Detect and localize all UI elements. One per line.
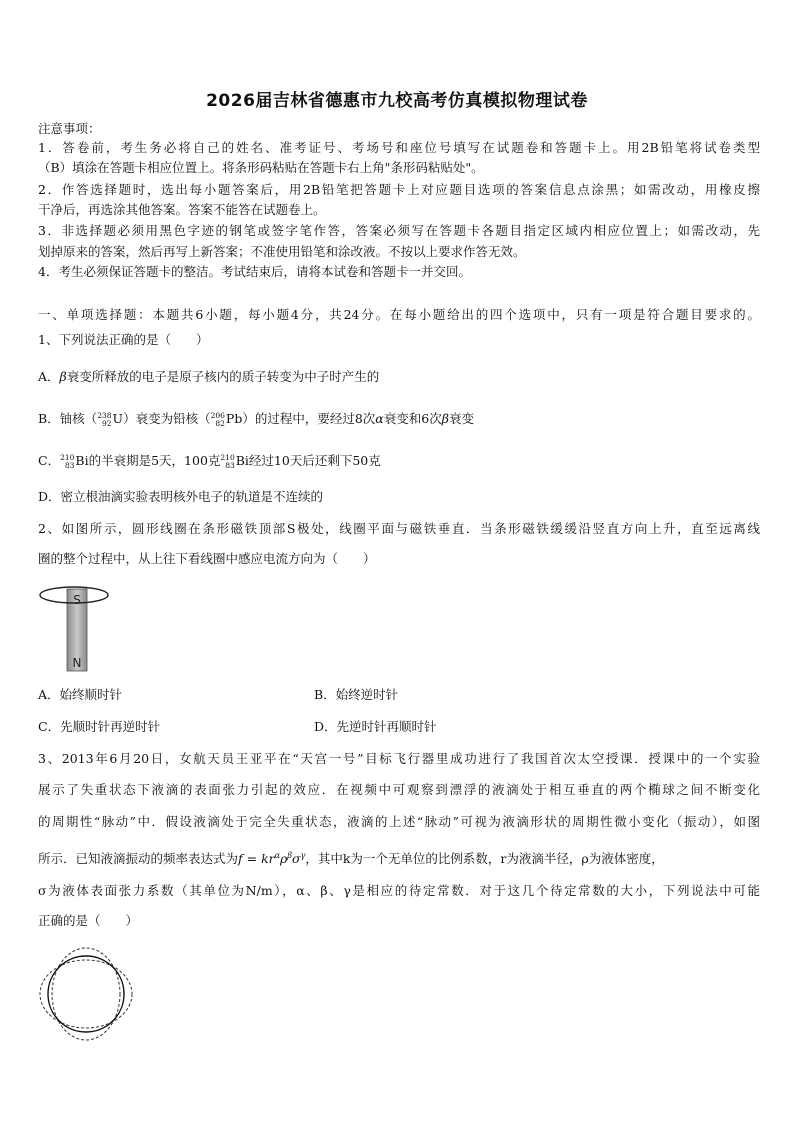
notice-line: 2．作答选择题时，选出每小题答案后，用2B铅笔把答题卡上对应题目选项的答案信息点涂黑；如需改动，用橡皮擦 [38,182,760,197]
question-text: ，其中k为一个无单位的比例系数，r为液滴半径，ρ为液体密度， [305,851,664,866]
notice-header: 注意事项： [38,121,101,136]
atomic-number: 92 [101,418,112,428]
element-symbol: U [112,411,124,426]
question-1-stem: 1、下列说法正确的是（ ） [38,332,209,347]
notice-line: 4．考生必须保证答题卡的整洁。考试结束后，请将本试卷和答题卡一并交回。 [38,264,471,279]
atomic-number: 83 [64,460,75,470]
notice-line: 干净后，再选涂其他答案。答案不能答在试题卷上。 [38,202,326,217]
n-pole-label: N [72,656,82,670]
bismuth-numbers [220,454,234,470]
magnet-coil-figure [38,584,118,674]
atomic-number: 83 [225,460,235,470]
question-2-stem: 圈的整个过程中，从上往下看线圈中感应电流方向为（ ） [38,551,376,566]
option-label: A． [38,369,60,384]
option-text: ）衰变为铅核（ [123,411,211,426]
question-2-option-c: C．先顺时针再逆时针 [38,719,161,734]
droplet-oscillation-figure [38,946,134,1042]
page-title: 2026届吉林省德惠市九校高考仿真模拟物理试卷 [206,91,588,111]
option-text: 的半衰期是5天，100克 [88,453,221,468]
vertical-ellipsoid [52,948,120,1040]
element-symbol: Pb [225,411,243,426]
formula-k: k [261,851,269,866]
droplet-circle [48,956,124,1032]
option-text: 衰变 [448,411,474,426]
formula-rho: ρ [280,851,288,866]
option-text: 衰变所释放的电子是原子核内的质子转变为中子时产生的 [66,369,380,384]
question-2-option-d: D．先逆时针再顺时针 [314,719,437,734]
option-label: B．铀核（ [38,411,98,426]
question-3-text: 的周期性“脉动”中．假设液滴处于完全失重状态，液滴的上述“脉动”可视为液滴形状的周期性微小变化（振动），如图 [38,814,760,829]
element-symbol: Bi [235,453,249,468]
lead-numbers [211,412,225,428]
mass-number: 238 [97,410,112,420]
formula-alpha: α [274,851,281,860]
mass-number: 210 [60,452,75,462]
question-1-option-d: D．密立根油滴实验表明核外电子的轨道是不连续的 [38,489,324,504]
alpha-symbol: α [375,411,384,426]
notice-line: 3．非选择题必须用黑色字迹的钢笔或签字笔作答，答案必须写在答题卡各题目指定区域内相应位置上；如需改动，先 [38,223,760,238]
formula-gamma: γ [300,851,306,860]
mass-number: 210 [220,452,235,462]
question-3-text: 展示了失重状态下液滴的表面张力引起的效应．在视频中可观察到漂浮的液滴处于相互垂直的两个椭球之间不断变化 [38,782,760,797]
section-heading: 一、单项选择题：本题共6小题，每小题4分，共24分。在每小题给出的四个选项中，只有一项是符合题目要求的。 [38,307,760,322]
question-3-text: 正确的是（ ） [38,913,139,928]
question-1-option-b [38,408,760,430]
option-text: 经过10天后还剩下50克 [248,453,381,468]
option-text: 衰变和6次 [383,411,442,426]
question-2-stem: 2、如图所示，圆形线圈在条形磁铁顶部S极处，线圈平面与磁铁垂直．当条形磁铁缓缓沿竖直方向上升，直至远离线 [38,521,760,536]
option-label: C． [38,453,61,468]
formula-f: f [238,851,243,866]
beta-symbol: β [441,411,449,426]
horizontal-ellipsoid [40,960,132,1028]
uranium-numbers [97,412,111,428]
question-2-option-a: A．始终顺时针 [38,687,123,702]
question-3-text: 3、2013年6月20日，女航天员王亚平在“天宫一号”目标飞行器里成功进行了我国首次太空授课．授课中的一个实验 [38,751,760,766]
formula-r: r [268,851,275,866]
option-text: ）的过程中，要经过8次 [242,411,376,426]
notice-line: 1．答卷前，考生务必将自己的姓名、准考证号、考场号和座位号填写在试题卷和答题卡上。用2B铅笔将试卷类型 [38,140,760,155]
formula-sigma: σ [292,851,301,866]
question-1-option-a [38,369,760,385]
s-pole-label: S [73,593,81,607]
notice-line: 划掉原来的答案，然后再写上新答案；不准使用铅笔和涂改液。不按以上要求作答无效。 [38,244,526,259]
beta-symbol: β [59,369,67,384]
formula-beta: β [287,851,293,860]
bismuth-numbers [60,454,74,470]
element-symbol: Bi [75,453,89,468]
notice-line: （B）填涂在答题卡相应位置上。将条形码粘贴在答题卡右上角"条形码粘贴处"。 [38,160,484,175]
formula-eq: = [242,851,262,866]
question-3-text-formula-line [38,846,760,866]
question-1-option-c [38,450,760,472]
mass-number: 206 [210,410,225,420]
atomic-number: 82 [215,418,225,428]
question-2-option-b: B．始终逆时针 [314,687,399,702]
question-3-text: σ为液体表面张力系数（其单位为N/m），α、β、γ是相应的待定常数．对于这几个待定常数的大小，下列说法中可能 [38,883,760,898]
question-text: 所示．已知液滴振动的频率表达式为 [38,851,239,866]
